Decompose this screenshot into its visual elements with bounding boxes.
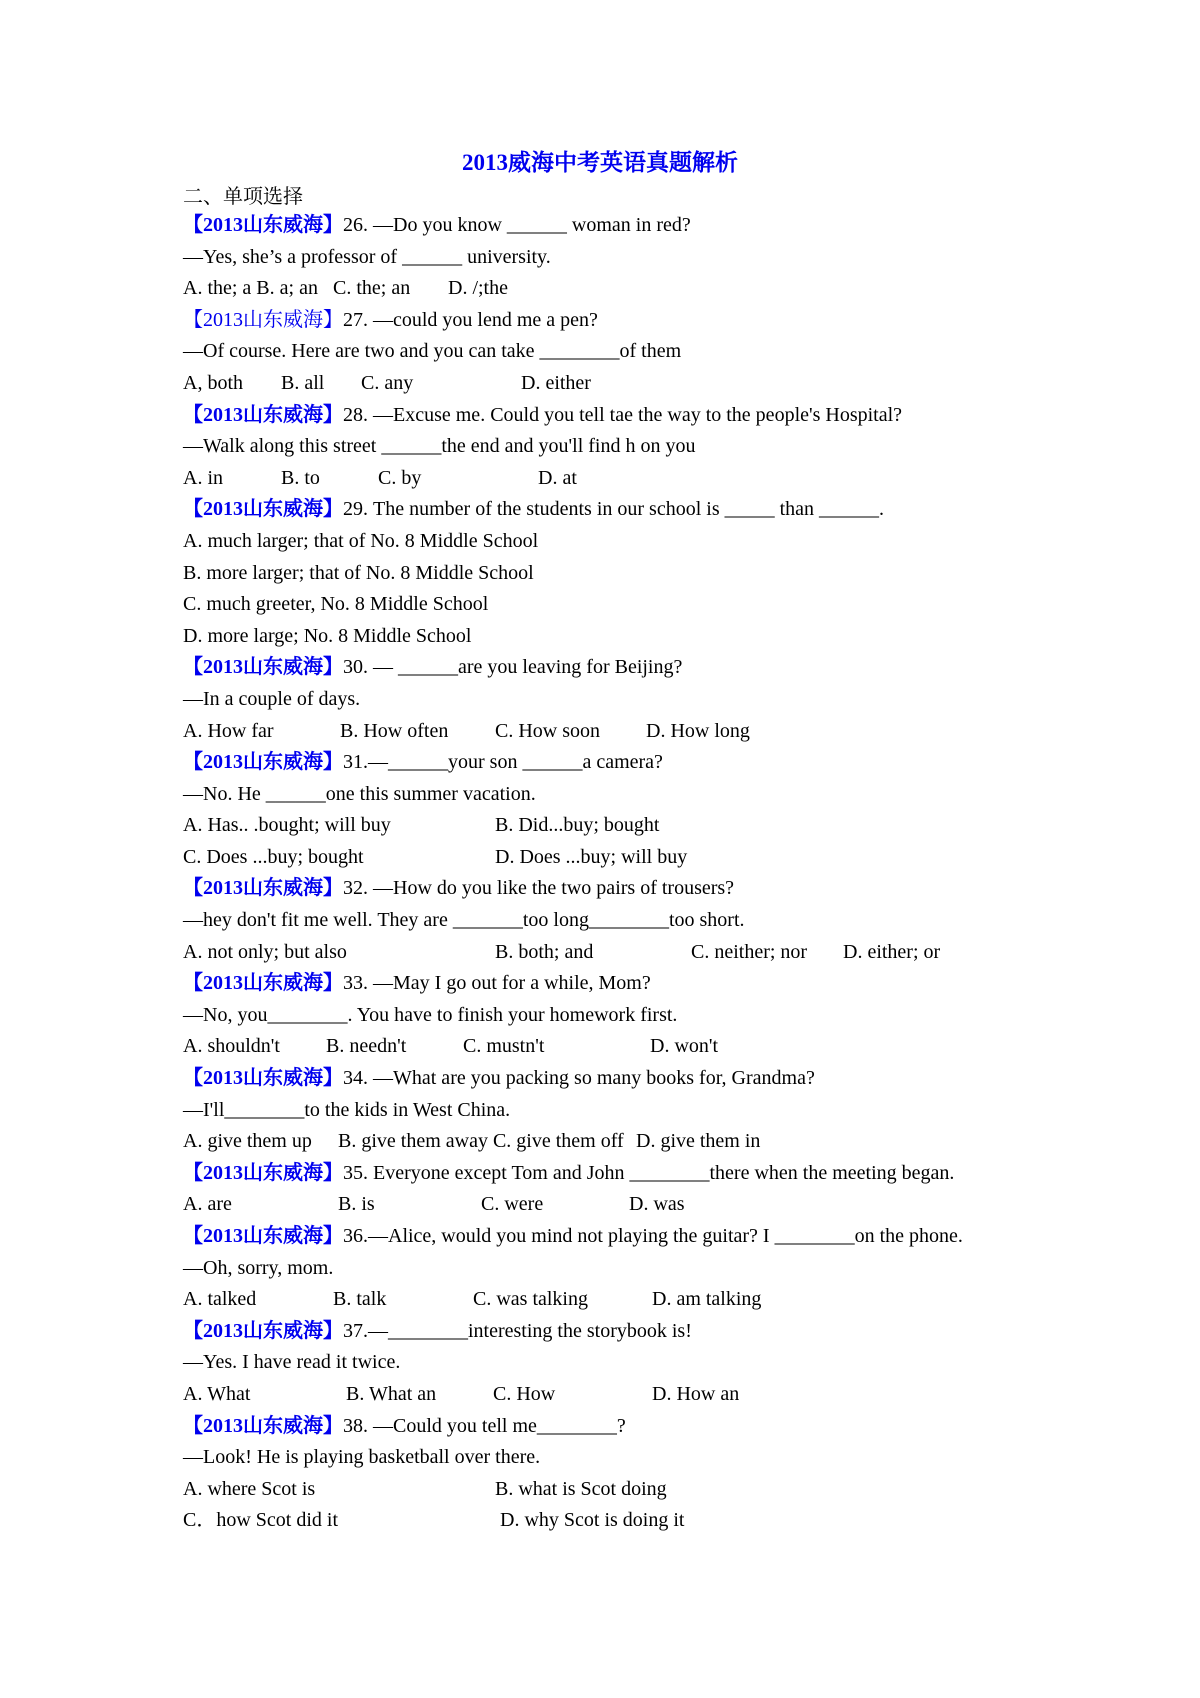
question-item [183,968,1083,1063]
answer-option: C. How soon [495,719,601,742]
answer-option: D. /;the [448,277,508,300]
answer-option: C. How [493,1382,556,1405]
question-stem-line [183,1316,1083,1348]
answer-option: A. What [183,1382,251,1405]
options-line [183,589,1083,621]
options-line [183,368,1083,400]
question-stem: 38. —Could you tell me________? [343,1414,626,1437]
options-line [183,558,1083,590]
answer-option: D. at [538,466,577,489]
options-line [183,1031,1083,1063]
question-stem: 35. Everyone except Tom and John ________there when the meeting began. [343,1161,955,1184]
question-reply: —In a couple of days. [183,687,361,710]
options-line [183,937,1083,969]
options-line [183,1189,1083,1221]
question-stem: 31.—______your son ______a camera? [343,751,663,774]
question-source-label: 【2013山东威海】 [183,308,343,331]
answer-option: A. talked [183,1288,257,1311]
answer-option: A. Has.. .bought; will buy [183,814,391,837]
answer-option: C. Does ...buy; bought [183,845,364,868]
options-line [183,842,1083,874]
answer-option: B. both; and [495,940,594,963]
answer-option: A. much larger; that of No. 8 Middle School [183,529,539,552]
question-item [183,747,1083,873]
question-item [183,1063,1083,1158]
question-source-label: 【2013山东威海】 [183,1067,343,1090]
question-stem-line [183,1158,1083,1190]
answer-option: A, both [183,371,243,394]
options-line [183,273,1083,305]
section-heading: 二、单项选择 [183,186,303,208]
answer-option: B. is [338,1193,375,1216]
answer-option: C. by [378,466,422,489]
answer-option: A. How far [183,719,274,742]
question-item [183,1316,1083,1411]
question-source-label: 【2013山东威海】 [183,751,343,774]
question-reply: —Look! He is playing basketball over there. [183,1446,541,1469]
question-stem: 36.—Alice, would you mind not playing the guitar? I ________on the phone. [343,1225,963,1247]
options-line [183,621,1083,653]
answer-option: A. shouldn't [183,1035,280,1058]
question-stem-line [183,210,1083,242]
answer-option: A. not only; but also [183,940,347,963]
question-item [183,1411,1083,1537]
question-source-label: 【2013山东威海】 [183,498,343,521]
question-reply: —Oh, sorry, mom. [183,1256,334,1279]
question-item [183,1158,1083,1221]
question-stem: 37.—________interesting the storybook is! [343,1319,692,1342]
question-reply: —hey don't fit me well. They are _______too long________too short. [183,909,745,932]
options-line [183,810,1083,842]
question-item [183,400,1083,495]
question-item [183,494,1083,652]
question-stem-line [183,305,1083,337]
answer-option: D. give them in [636,1130,761,1153]
answer-option: D. why Scot is doing it [500,1509,685,1532]
answer-option: B. talk [333,1288,387,1311]
question-stem-line [183,968,1083,1000]
question-reply: —Walk along this street ______the end and you'll find h on you [183,435,696,458]
answer-option: A. where Scot is [183,1477,316,1500]
question-reply: —I'll________to the kids in West China. [183,1098,511,1121]
options-line [183,1284,1083,1316]
question-source-label: 【2013山东威海】 [183,877,343,900]
question-stem: 27. —could you lend me a pen? [343,308,598,331]
document-title: 2013威海中考英语真题解析 [462,150,738,175]
question-source-label: 【2013山东威海】 [183,1225,343,1247]
answer-option: C. mustn't [463,1035,545,1058]
question-stem: 33. —May I go out for a while, Mom? [343,972,651,995]
answer-option: D. either; or [843,940,941,963]
answer-option: D. either [521,371,591,394]
question-source-label: 【2013山东威海】 [183,1161,343,1184]
options-line [183,1126,1083,1158]
options-line [183,526,1083,558]
answer-option: B. all [281,371,325,394]
answer-option: A. give them up [183,1130,312,1153]
answer-option: B. What an [346,1382,437,1405]
answer-option: D. How an [652,1382,740,1405]
question-stem: 26. —Do you know ______ woman in red? [343,214,691,236]
answer-option: B. Did...buy; bought [495,814,660,837]
answer-option: A. are [183,1193,232,1216]
answer-option: D. How long [646,719,750,742]
question-item [183,873,1083,968]
question-reply: —Yes. I have read it twice. [183,1351,401,1374]
question-stem: 32. —How do you like the two pairs of trousers? [343,877,735,900]
question-stem-line [183,1411,1083,1443]
answer-option: B. more larger; that of No. 8 Middle School [183,561,534,584]
answer-option: C. much greeter, No. 8 Middle School [183,593,489,616]
options-line [183,463,1083,495]
question-list [183,210,1083,1537]
answer-option: D. Does ...buy; will buy [495,845,688,868]
question-stem: 28. —Excuse me. Could you tell tae the way to the people's Hospital? [343,403,903,426]
question-source-label: 【2013山东威海】 [183,214,343,236]
options-line [183,1379,1083,1411]
answer-option: B. How often [340,719,449,742]
question-source-label: 【2013山东威海】 [183,972,343,995]
question-item [183,305,1083,400]
question-item [183,652,1083,747]
question-stem: 29. The number of the students in our school is _____ than ______. [343,498,885,521]
options-line [183,716,1083,748]
question-source-label: 【2013山东威海】 [183,656,343,679]
question-stem-line [183,873,1083,905]
answer-option: D. more large; No. 8 Middle School [183,624,472,647]
question-reply: —Of course. Here are two and you can take ________of them [183,340,682,363]
answer-option: D. am talking [652,1288,762,1311]
answer-option: C. were [481,1193,544,1216]
question-item [183,1221,1083,1316]
question-stem-line [183,1063,1083,1095]
question-source-label: 【2013山东威海】 [183,1414,343,1437]
question-item [183,210,1083,305]
answer-option: A. in [183,466,223,489]
question-stem-line [183,400,1083,432]
question-stem: 34. —What are you packing so many books for, Grandma? [343,1067,815,1090]
question-stem-line [183,747,1083,779]
question-reply: —Yes, she’s a professor of ______ university. [183,245,551,268]
options-line [183,1505,1083,1537]
answer-option: C．how Scot did it [183,1509,339,1532]
question-stem: 30. — ______are you leaving for Beijing? [343,656,683,679]
answer-option: D. was [629,1193,685,1216]
question-stem-line [183,494,1083,526]
answer-option: B. what is Scot doing [495,1477,667,1500]
answer-option: D. won't [650,1035,719,1058]
question-stem-line [183,652,1083,684]
options-line [183,1474,1083,1506]
answer-option: B. needn't [326,1035,407,1058]
answer-option: B. give them away C. give them off [338,1130,624,1153]
question-source-label: 【2013山东威海】 [183,1319,343,1342]
question-reply: —No. He ______one this summer vacation. [183,782,536,805]
question-reply: —No, you________. You have to finish your homework first. [183,1003,678,1026]
question-stem-line [183,1221,1083,1253]
answer-option: B. to [281,466,320,489]
answer-option: C. neither; nor [691,940,808,963]
question-source-label: 【2013山东威海】 [183,403,343,426]
answer-option: C. any [361,371,414,394]
answer-option: C. was talking [473,1288,588,1311]
answer-option: C. the; an [333,277,411,300]
answer-option: A. the; a B. a; an [183,277,318,300]
